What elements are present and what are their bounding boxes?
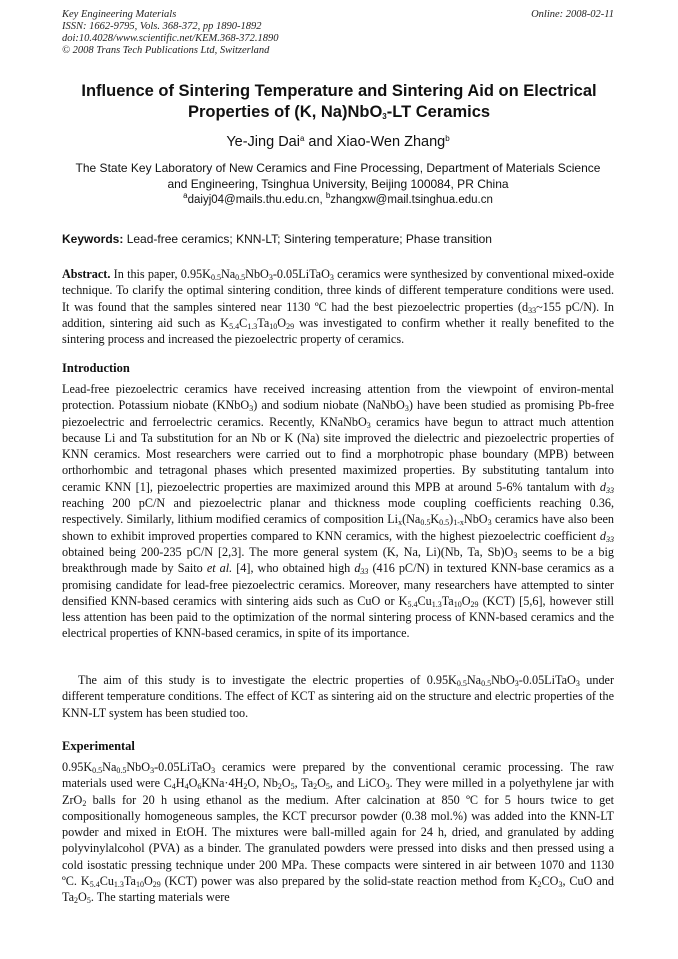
journal-issn: ISSN: 1662-9795, Vols. 368-372, pp 1890-1892 [62,21,262,32]
abstract-label: Abstract. [62,267,111,281]
paper-title [50,81,628,123]
abstract: Abstract. In this paper, $0.95K_{0.5}Na_{0.5}NbO_3-0.05LiTaO_3$ ceramics were synthesized by conventional mixed-oxide technique. To clarify the optimal sintering condition, three kinds of different temperature conditions were used. It was found that the samples sintered near 1130 ºC had the best piezoelectric properties ($d_{33}\sim 155$ pC/N). In addition, sintering aid such as $K_{5.4}C_{1.3}Ta_{10}O_{29}$ was investigated to confirm whether it really benefited to the sintering process and increased the piezoelectric property of ceramics. [62,267,614,347]
author-emails: $^a$daiyj04@mails.thu.edu.cn, $^b$zhangxw@mail.tsinghua.edu.cn [183,191,493,206]
keywords-label: Keywords: [62,232,124,246]
journal-copyright: © 2008 Trans Tech Publications Ltd, Switzerland [62,45,270,56]
email-a: daiyj04@mails.thu.edu.cn [187,194,320,206]
title-line-1: Influence of Sintering Temperature and Sintering Aid on Electrical [81,82,597,100]
introduction-paragraph-2: The aim of this study is to investigate the electric properties of $0.95K_{0.5}Na_{0.5}NbO_3-0.05LiTaO_3$ under different temperature conditions. The effect of KCT as sintering aid on the structure and electric properties of the KNN-LT system has been studied too. [62,673,615,720]
introduction-heading: Introduction [62,361,130,375]
keywords-text: Lead-free ceramics; KNN-LT; Sintering temperature; Phase transition [123,232,492,246]
journal-name: Key Engineering Materials [62,9,177,20]
title-line-2: Properties of (K, Na)NbO$_3$-LT Ceramics [187,103,491,121]
author-1-mark: a [299,134,305,143]
experimental-heading: Experimental [62,739,135,753]
author-2-mark: b [445,134,450,143]
email-b: zhangxw@mail.tsinghua.edu.cn [330,194,493,206]
journal-header [62,9,614,57]
online-date: Online: 2008-02-11 [531,9,614,20]
author-list: Ye-Jing Dai$^a$ and Xiao-Wen Zhang$^b$ [226,134,450,150]
journal-doi: doi:10.4028/www.scientific.net/KEM.368-372.1890 [62,33,279,44]
introduction-paragraph-1: Lead-free piezoelectric ceramics have received increasing attention from the viewpoint of environ-mental protection. Potassium niobate (KNbO$_3$) and sodium niobate (NaNbO$_3$) have been studied as promising Pb-free piezoelectric and ferroelectric ceramics. Recently, KNaNbO$_3$ ceramics have begun to attract much attention because Li and Ta substitution for an Nb or K (Na) site improved the dielectric and piezoelectric properties of KNN ceramics. Most researchers were carried out to find a morphotropic phase boundary (MPB) between orthorhombic and tetragonal phases which presented maximized properties. By substituting tantalum into ceramic KNN [1], piezoelectric properties are maximized around this MPB at around 5-6% tantalum with $d_{33}$ reaching 200 pC/N and piezoelectric planar and thickness mode coupling coefficients reaching 0.36, respectively. Similarly, lithium modified ceramics of composition $Li_x(Na_{0.5}K_{0.5})_{1-x}NbO_3$ ceramics have also been shown to exhibit improved properties compared to KNN ceramics, with the highest piezoelectric coefficient $d_{33}$ obtained being 200-235 pC/N [2,3]. The more general system (K, Na, Li)(Nb, Ta, $Sb)O_3$ seems to be a big breakthrough made by Saito et al. [4], who obtained high $d_{33}$ (416 pC/N) in textured KNN-base ceramics as a promising candidate for lead-free piezoelectric ceramics. Moreover, many researchers have attempted to sinter densified KNN-based ceramics with sintering aids such as CuO or $K_{5.4}Cu_{1.3}Ta_{10}O_{29}$ (KCT) [5,6], however still less attention has been paid to the optimization of the normal sintering process of KNN-based ceramics and the electrical properties of KNN-based ceramics, in spite of its importance. [62,382,614,641]
keywords [62,232,614,246]
author-1: Ye-Jing Dai [226,134,300,150]
experimental-paragraph: $0.95K_{0.5}Na_{0.5}NbO_3-0.05LiTaO_3$ ceramics were prepared by the conventional ceramic processing. The raw materials used were $C_4H_4O_6KNa\cdot 4H_2O$, $Nb_2O_5$, $Ta_2O_5$, and LiCO$_3$. They were milled in a polyethylene jar with ZrO$_2$ balls for 20 h using ethanol as the medium. After calcination at 850 ºC for 5 hours twice to get compositionally homogeneous samples, the KCT precursor powder (0.38 mol.%) was added into the KNN-LT powder and mixed in EtOH. The mixtures were ball-milled again for 24 h, dried, and granulated by adding polyvinylalcohol (PVA) as a binder. The granulated powders were pressed into disks and then pressed using a cold isostatic pressing technique under 200 MPa. These compacts were sintered in air between 1070 and 1130 ºC. $K_{5.4}Cu_{1.3}Ta_{10}O_{29}$ (KCT) power was also prepared by the solid-state reaction method from $K_2CO_3$, CuO and $Ta_2O_5$. The starting materials were [62,760,614,906]
affiliation: The State Key Laboratory of New Ceramics and Fine Processing, Department of Materials Science and Engineering, Tsinghua University, Beijing 100084, PR China [75,161,601,191]
author-2: Xiao-Wen Zhang [336,134,446,150]
